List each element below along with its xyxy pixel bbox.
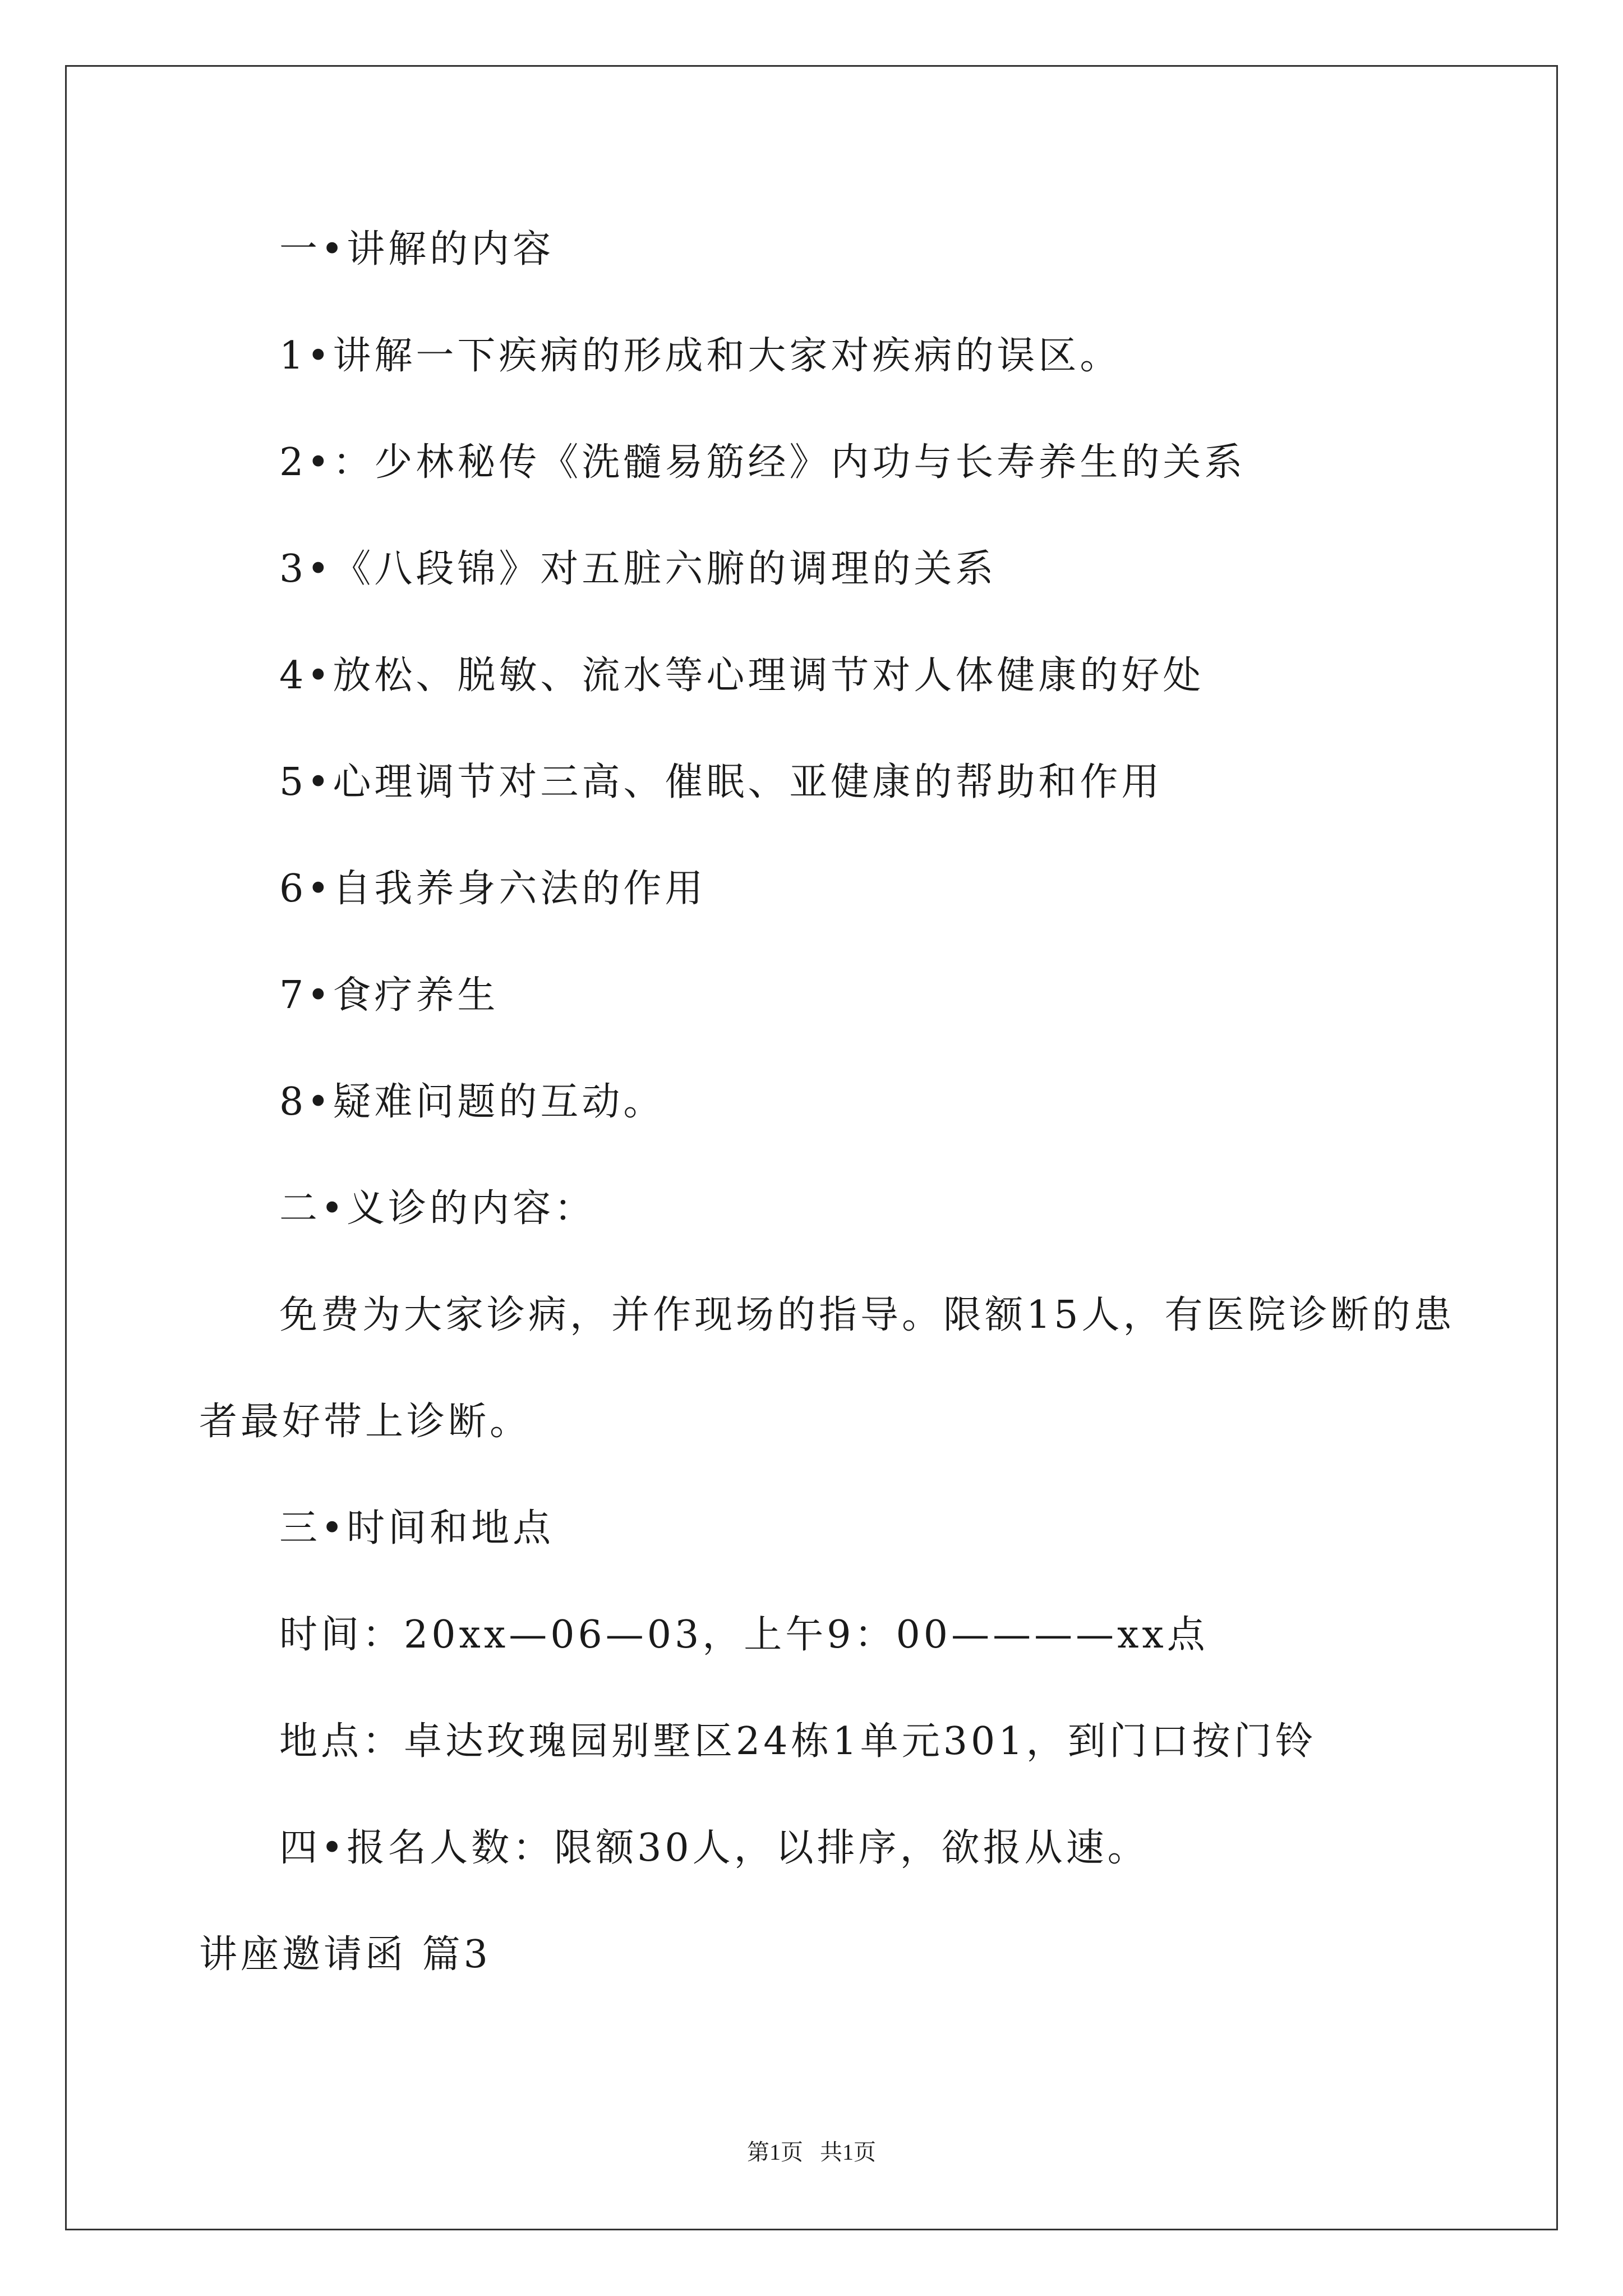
time-line: 时间：20xx—06—03，上午9：00————xx点 — [279, 1613, 1209, 1657]
page-border — [65, 65, 1558, 2230]
location-line: 地点：卓达玫瑰园别墅区24栋1单元301，到门口按门铃 — [279, 1719, 1317, 1764]
list-item: 8•疑难问题的互动。 — [279, 1080, 665, 1124]
list-item: 6•自我养身六法的作用 — [279, 867, 707, 911]
document-subtitle: 讲座邀请函 篇3 — [199, 1932, 491, 1977]
section-heading-registration: 四•报名人数：限额30人，以排序，欲报从速。 — [279, 1826, 1149, 1870]
paragraph-text: 者最好带上诊断。 — [199, 1400, 532, 1444]
list-item: 1•讲解一下疾病的形成和大家对疾病的误区。 — [279, 334, 1122, 378]
page-footer: 第1页 共1页 — [747, 2139, 876, 2165]
list-item: 5•心理调节对三高、催眠、亚健康的帮助和作用 — [279, 760, 1163, 804]
section-heading-clinic: 二•义诊的内容： — [279, 1186, 596, 1231]
section-heading-lecture: 一•讲解的内容 — [279, 227, 555, 272]
paragraph-text: 免费为大家诊病，并作现场的指导。限额15人，有医院诊断的患 — [279, 1293, 1455, 1337]
list-item: 7•食疗养生 — [279, 973, 499, 1018]
list-item: 2•：少林秘传《洗髓易筋经》内功与长寿养生的关系 — [279, 440, 1246, 485]
list-item: 4•放松、脱敏、流水等心理调节对人体健康的好处 — [279, 654, 1205, 698]
section-heading-time-place: 三•时间和地点 — [279, 1506, 555, 1550]
list-item: 3•《八段锦》对五脏六腑的调理的关系 — [279, 547, 997, 591]
